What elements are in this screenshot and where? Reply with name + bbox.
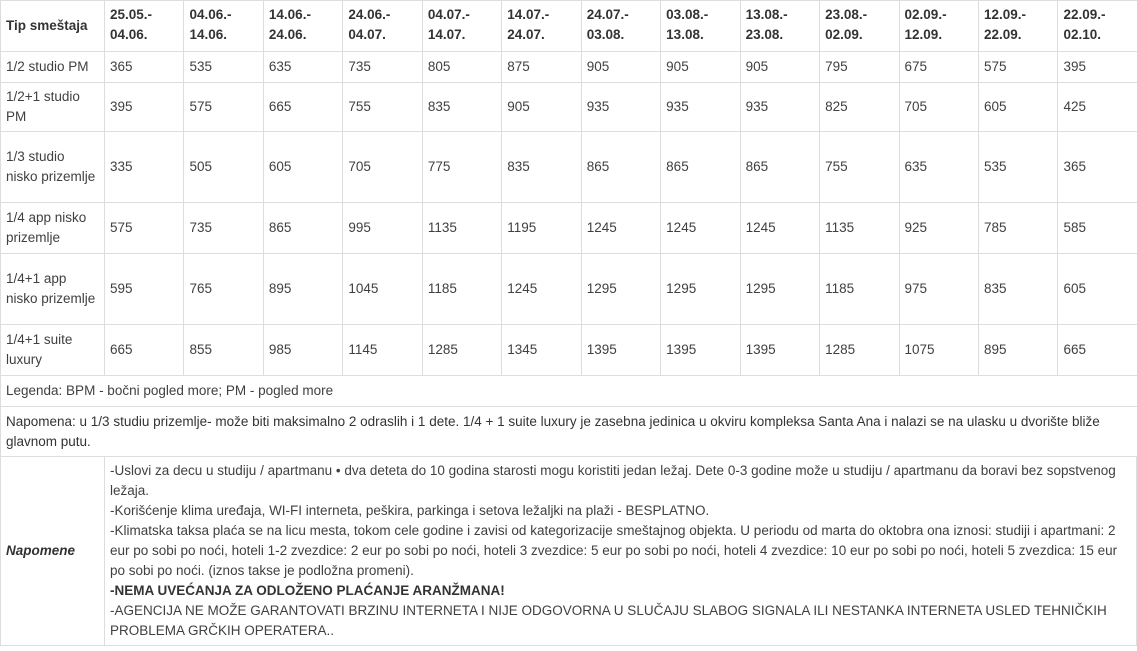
price-cell: 395: [1058, 52, 1137, 83]
header-period: [661, 1, 740, 52]
note-row: [1, 407, 1137, 457]
price-cell: 665: [263, 83, 342, 132]
price-cell: 905: [740, 52, 819, 83]
legend-row: [1, 376, 1137, 407]
header-period: [581, 1, 660, 52]
period-start: 22.09.-: [1063, 7, 1106, 22]
period-end: 03.08.: [586, 27, 625, 42]
price-cell: 365: [105, 52, 184, 83]
row-accommodation-type: 1/2 studio PM: [1, 52, 105, 83]
price-cell: 1295: [661, 254, 740, 325]
price-cell: 905: [502, 83, 581, 132]
price-cell: 1045: [343, 254, 422, 325]
price-cell: 865: [740, 132, 819, 203]
price-cell: 855: [184, 325, 263, 376]
header-row: [1, 1, 1137, 52]
header-period: [263, 1, 342, 52]
price-cell: 635: [263, 52, 342, 83]
price-cell: 1395: [581, 325, 660, 376]
header-period: [105, 1, 184, 52]
price-cell: 395: [105, 83, 184, 132]
price-cell: 1145: [343, 325, 422, 376]
note-text: Napomena: u 1/3 studiu prizemlje- može biti maksimalno 2 odraslih i 1 dete. 1/4 + 1 suite luxury je zasebna jedinica u okviru kompleksa Santa Ana i nalazi se na ulasku u dvorište bliže glavnom putu.: [1, 407, 1137, 457]
price-cell: 665: [1058, 325, 1137, 376]
price-cell: 365: [1058, 132, 1137, 203]
price-cell: 605: [263, 132, 342, 203]
price-cell: 535: [184, 52, 263, 83]
price-cell: 1295: [740, 254, 819, 325]
period-end: 14.07.: [427, 27, 466, 42]
price-cell: 1075: [899, 325, 978, 376]
period-start: 02.09.-: [904, 7, 947, 22]
header-period: [978, 1, 1057, 52]
period-start: 03.08.-: [666, 7, 709, 22]
header-period: [1058, 1, 1137, 52]
price-cell: 935: [740, 83, 819, 132]
price-cell: 1135: [422, 203, 501, 254]
row-accommodation-type: 1/4+1 app nisko prizemlje: [1, 254, 105, 325]
price-cell: 865: [581, 132, 660, 203]
price-cell: 595: [105, 254, 184, 325]
period-end: 22.09.: [983, 27, 1022, 42]
price-cell: 1185: [820, 254, 899, 325]
price-cell: 425: [1058, 83, 1137, 132]
price-cell: 755: [820, 132, 899, 203]
period-end: 23.08.: [745, 27, 784, 42]
price-cell: 995: [343, 203, 422, 254]
price-cell: 1195: [502, 203, 581, 254]
row-accommodation-type: 1/4+1 suite luxury: [1, 325, 105, 376]
price-cell: 755: [343, 83, 422, 132]
price-cell: 835: [978, 254, 1057, 325]
header-period: [422, 1, 501, 52]
price-cell: 1395: [661, 325, 740, 376]
row-accommodation-type: 1/2+1 studio PM: [1, 83, 105, 132]
price-cell: 925: [899, 203, 978, 254]
price-cell: 985: [263, 325, 342, 376]
price-cell: 575: [978, 52, 1057, 83]
header-period: [740, 1, 819, 52]
price-cell: 825: [820, 83, 899, 132]
price-cell: 735: [184, 203, 263, 254]
period-end: 02.10.: [1063, 27, 1101, 42]
price-cell: 1285: [422, 325, 501, 376]
table-row: [1, 325, 1137, 376]
notes-row: [1, 457, 1137, 646]
price-cell: 1245: [661, 203, 740, 254]
period-start: 04.06.-: [189, 7, 232, 22]
period-end: 13.08.: [666, 27, 704, 42]
period-end: 04.07.: [348, 27, 386, 42]
header-period: [820, 1, 899, 52]
price-cell: 705: [899, 83, 978, 132]
table-row: [1, 132, 1137, 203]
price-cell: 1245: [581, 203, 660, 254]
price-cell: 1245: [740, 203, 819, 254]
price-cell: 875: [502, 52, 581, 83]
period-end: 04.06.: [110, 27, 148, 42]
header-period: [502, 1, 581, 52]
price-cell: 795: [820, 52, 899, 83]
price-cell: 835: [502, 132, 581, 203]
price-cell: 1395: [740, 325, 819, 376]
header-period: [899, 1, 978, 52]
price-cell: 675: [899, 52, 978, 83]
row-accommodation-type: 1/4 app nisko prizemlje: [1, 203, 105, 254]
price-cell: 865: [661, 132, 740, 203]
price-cell: 895: [263, 254, 342, 325]
notes-line: -Korišćenje klima uređaja, WI-FI interneta, peškira, parkinga i setova ležaljki na plaži - BESPLATNO.: [110, 503, 710, 518]
period-end: 24.07.: [507, 27, 545, 42]
price-cell: 935: [581, 83, 660, 132]
period-start: 04.07.-: [427, 7, 470, 22]
price-cell: 735: [343, 52, 422, 83]
notes-line: -Klimatska taksa plaća se na licu mesta, tokom cele godine i zavisi od kategorizacije smeštajnog objekta. U periodu od marta do oktobra ona iznosi: studiji i apartmani: 2 eur po sobi po noći, hoteli 1-2 zvezdice: 2 eur po sobi po noći, hoteli 3 zvezdice: 5 eur po sobi po noći, hoteli 4 zvezdice: 10 eur po sobi po noći, hoteli 5 zvezdica: 15 eur po sobi po noći. (iznos takse je podložna promeni).: [110, 523, 1118, 578]
period-start: 24.06.-: [348, 7, 391, 22]
price-cell: 605: [978, 83, 1057, 132]
period-end: 02.09.: [825, 27, 863, 42]
notes-label: Napomene: [1, 457, 105, 646]
row-accommodation-type: 1/3 studio nisko prizemlje: [1, 132, 105, 203]
price-cell: 805: [422, 52, 501, 83]
period-start: 24.07.-: [586, 7, 629, 22]
price-cell: 535: [978, 132, 1057, 203]
price-cell: 765: [184, 254, 263, 325]
period-start: 23.08.-: [825, 7, 868, 22]
price-cell: 1345: [502, 325, 581, 376]
price-cell: 905: [581, 52, 660, 83]
table-row: [1, 83, 1137, 132]
header-accommodation-type: Tip smeštaja: [1, 1, 105, 52]
price-cell: 505: [184, 132, 263, 203]
notes-content: [105, 457, 1137, 646]
price-cell: 705: [343, 132, 422, 203]
period-end: 12.09.: [904, 27, 943, 42]
price-cell: 585: [1058, 203, 1137, 254]
price-cell: 905: [661, 52, 740, 83]
period-start: 14.06.-: [268, 7, 311, 22]
price-cell: 635: [899, 132, 978, 203]
period-end: 24.06.: [268, 27, 307, 42]
header-period: [343, 1, 422, 52]
notes-line: -NEMA UVEĆANJA ZA ODLOŽENO PLAĆANJE ARANŽMANA!: [110, 583, 505, 598]
price-cell: 865: [263, 203, 342, 254]
period-start: 14.07.-: [507, 7, 550, 22]
period-start: 25.05.-: [110, 7, 153, 22]
header-period: [184, 1, 263, 52]
price-cell: 935: [661, 83, 740, 132]
table-row: [1, 254, 1137, 325]
legend-text: Legenda: BPM - bočni pogled more; PM - pogled more: [1, 376, 1137, 407]
table-row: [1, 203, 1137, 254]
period-start: 13.08.-: [745, 7, 788, 22]
period-start: 12.09.-: [983, 7, 1027, 22]
notes-table: [0, 456, 1137, 646]
notes-line: -AGENCIJA NE MOŽE GARANTOVATI BRZINU INTERNETA I NIJE ODGOVORNA U SLUČAJU SLABOG SIGNALA ILI NESTANKA INTERNETA USLED TEHNIČKIH PROBLEMA GRČKIH OPERATERA..: [110, 603, 1107, 638]
price-cell: 335: [105, 132, 184, 203]
notes-line: -Uslovi za decu u studiju / apartmanu • dva deteta do 10 godina starosti mogu koristiti jedan ležaj. Dete 0-3 godine može u studiju / apartmanu da boravi bez sopstvenog ležaja.: [110, 463, 1116, 498]
price-cell: 1285: [820, 325, 899, 376]
price-cell: 975: [899, 254, 978, 325]
price-cell: 665: [105, 325, 184, 376]
price-cell: 1245: [502, 254, 581, 325]
price-cell: 575: [105, 203, 184, 254]
price-cell: 605: [1058, 254, 1137, 325]
price-cell: 835: [422, 83, 501, 132]
price-cell: 775: [422, 132, 501, 203]
price-cell: 1295: [581, 254, 660, 325]
price-cell: 1185: [422, 254, 501, 325]
price-cell: 895: [978, 325, 1057, 376]
table-row: [1, 52, 1137, 83]
period-end: 14.06.: [189, 27, 227, 42]
price-cell: 1135: [820, 203, 899, 254]
price-cell: 575: [184, 83, 263, 132]
price-cell: 785: [978, 203, 1057, 254]
